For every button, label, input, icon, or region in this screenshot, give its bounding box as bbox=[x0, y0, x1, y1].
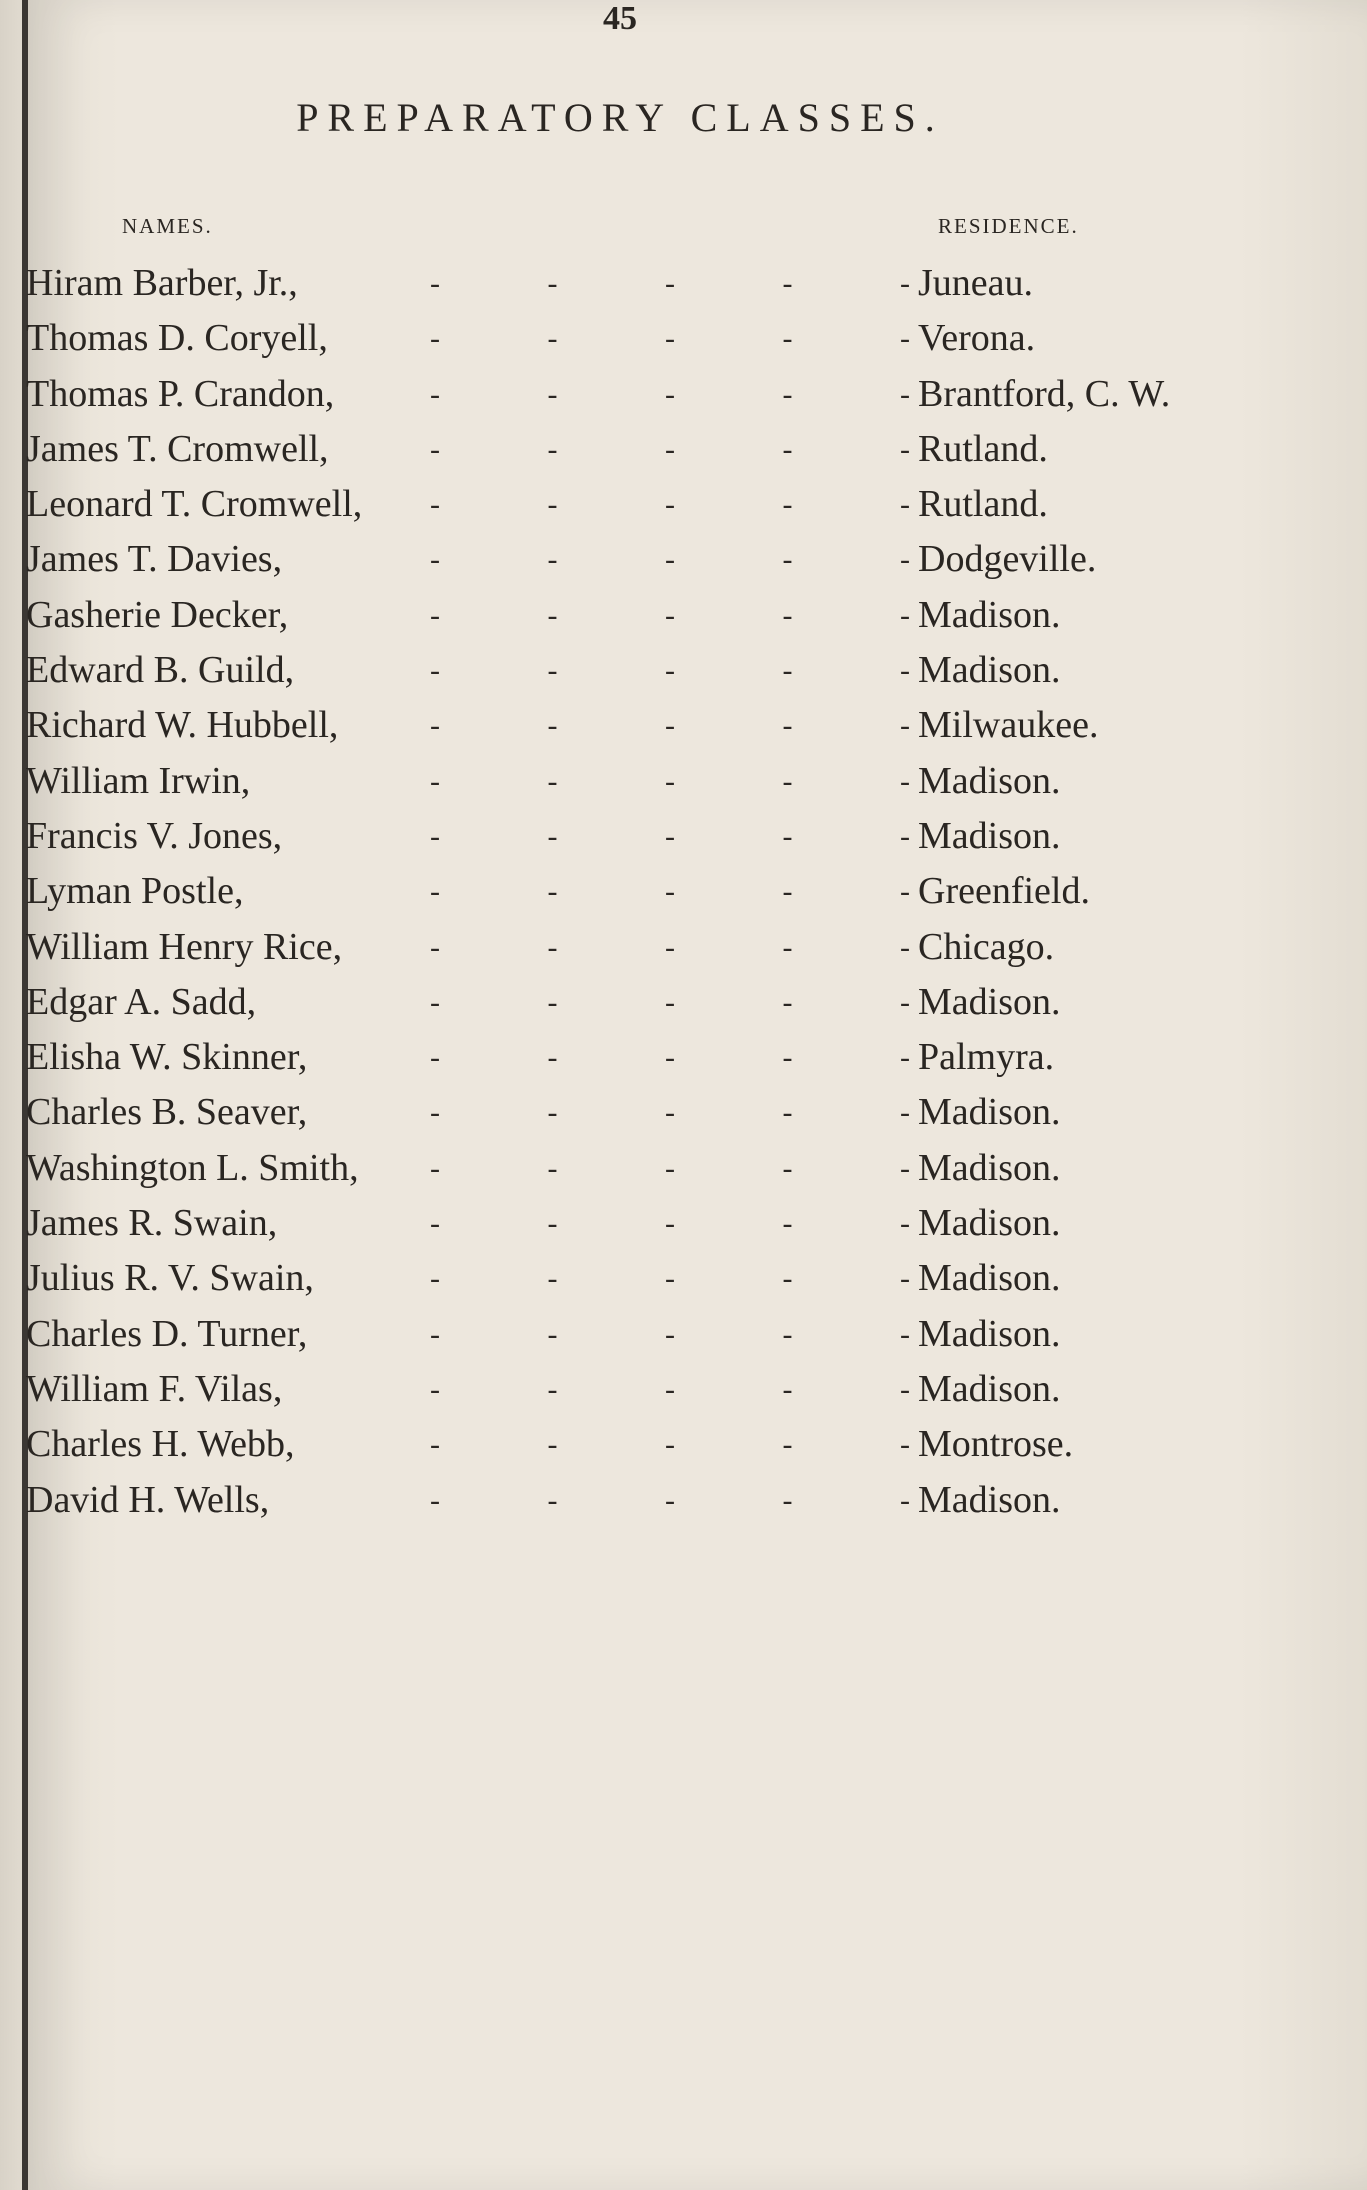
student-residence: Rutland. bbox=[918, 483, 1048, 526]
leader-dash: - bbox=[430, 1317, 440, 1351]
leader-dash: - bbox=[782, 930, 793, 964]
leader-dash: - bbox=[665, 598, 675, 632]
student-residence: Palmyra. bbox=[918, 1036, 1055, 1079]
dot-leaders bbox=[430, 643, 910, 698]
leader-dash: - bbox=[430, 488, 440, 522]
leader-dash: - bbox=[547, 654, 558, 688]
student-name: David H. Wells, bbox=[26, 1478, 270, 1521]
leader-dash: - bbox=[665, 432, 675, 466]
leader-dash: - bbox=[665, 985, 675, 1019]
dot-leaders bbox=[430, 422, 910, 477]
student-residence: Madison. bbox=[918, 1091, 1061, 1134]
leader-dash: - bbox=[782, 1041, 793, 1075]
dot-leaders bbox=[430, 1030, 910, 1085]
student-row bbox=[0, 643, 1367, 698]
dot-leaders bbox=[430, 311, 910, 366]
leader-dash: - bbox=[547, 1262, 558, 1296]
leader-dash: - bbox=[547, 543, 558, 577]
student-roster bbox=[0, 256, 1367, 1528]
student-residence: Madison. bbox=[918, 1312, 1061, 1355]
student-residence: Madison. bbox=[918, 814, 1061, 857]
student-residence: Dodgeville. bbox=[918, 538, 1097, 581]
leader-dash: - bbox=[665, 543, 675, 577]
student-name: Julius R. V. Swain, bbox=[26, 1257, 314, 1300]
leader-dash: - bbox=[430, 819, 440, 853]
leader-dash: - bbox=[782, 1372, 793, 1406]
student-row bbox=[0, 1141, 1367, 1196]
student-row bbox=[0, 256, 1367, 311]
leader-dash: - bbox=[430, 1041, 440, 1075]
leader-dash: - bbox=[782, 1483, 793, 1517]
leader-dash: - bbox=[665, 322, 675, 356]
leader-dash: - bbox=[547, 709, 558, 743]
student-name: Washington L. Smith, bbox=[26, 1146, 359, 1189]
student-residence: Madison. bbox=[918, 1478, 1061, 1521]
student-row bbox=[0, 1085, 1367, 1140]
student-row bbox=[0, 311, 1367, 366]
leader-dash: - bbox=[665, 1096, 675, 1130]
leader-dash: - bbox=[782, 819, 793, 853]
student-residence: Rutland. bbox=[918, 427, 1048, 470]
leader-dash: - bbox=[900, 654, 910, 688]
student-residence: Milwaukee. bbox=[918, 704, 1099, 747]
student-name: William Irwin, bbox=[26, 759, 251, 802]
student-row bbox=[0, 1362, 1367, 1417]
leader-dash: - bbox=[782, 709, 793, 743]
leader-dash: - bbox=[430, 1207, 440, 1241]
leader-dash: - bbox=[665, 377, 675, 411]
student-name: Richard W. Hubbell, bbox=[26, 704, 339, 747]
student-name: Edward B. Guild, bbox=[26, 649, 295, 692]
student-residence: Madison. bbox=[918, 593, 1061, 636]
student-row bbox=[0, 809, 1367, 864]
dot-leaders bbox=[430, 698, 910, 753]
leader-dash: - bbox=[430, 432, 440, 466]
student-row bbox=[0, 588, 1367, 643]
student-name: Charles B. Seaver, bbox=[26, 1091, 308, 1134]
leader-dash: - bbox=[900, 985, 910, 1019]
leader-dash: - bbox=[665, 267, 675, 300]
leader-dash: - bbox=[430, 764, 440, 798]
student-name: Elisha W. Skinner, bbox=[26, 1036, 308, 1079]
page-number: 45 bbox=[603, 0, 637, 37]
leader-dash: - bbox=[430, 598, 440, 632]
student-residence: Greenfield. bbox=[918, 870, 1090, 913]
leader-dash: - bbox=[900, 930, 910, 964]
student-row bbox=[0, 754, 1367, 809]
leader-dash: - bbox=[782, 1151, 793, 1185]
leader-dash: - bbox=[900, 432, 910, 466]
leader-dash: - bbox=[547, 875, 558, 909]
dot-leaders bbox=[430, 920, 910, 975]
leader-dash: - bbox=[430, 985, 440, 1019]
student-name: James R. Swain, bbox=[26, 1202, 278, 1245]
leader-dash: - bbox=[782, 488, 793, 522]
student-residence: Madison. bbox=[918, 759, 1061, 802]
leader-dash: - bbox=[547, 764, 558, 798]
leader-dash: - bbox=[900, 1483, 910, 1517]
student-residence: Juneau. bbox=[918, 262, 1034, 304]
leader-dash: - bbox=[430, 930, 440, 964]
dot-leaders bbox=[430, 864, 910, 919]
student-row bbox=[0, 532, 1367, 587]
leader-dash: - bbox=[900, 1372, 910, 1406]
leader-dash: - bbox=[900, 598, 910, 632]
leader-dash: - bbox=[782, 1428, 793, 1462]
leader-dash: - bbox=[430, 1151, 440, 1185]
dot-leaders bbox=[430, 1417, 910, 1472]
leader-dash: - bbox=[900, 1151, 910, 1185]
student-residence: Madison. bbox=[918, 980, 1061, 1023]
leader-dash: - bbox=[782, 267, 793, 300]
residence-column-header: RESIDENCE. bbox=[938, 214, 1079, 238]
student-name: Hiram Barber, Jr., bbox=[26, 262, 298, 304]
leader-dash: - bbox=[665, 1151, 675, 1185]
student-residence: Brantford, C. W. bbox=[918, 372, 1171, 415]
leader-dash: - bbox=[900, 267, 910, 300]
student-name: Edgar A. Sadd, bbox=[26, 980, 257, 1023]
dot-leaders bbox=[430, 1251, 910, 1306]
leader-dash: - bbox=[665, 654, 675, 688]
dot-leaders bbox=[430, 809, 910, 864]
leader-dash: - bbox=[665, 764, 675, 798]
leader-dash: - bbox=[900, 1262, 910, 1296]
student-row bbox=[0, 864, 1367, 919]
dot-leaders bbox=[430, 1085, 910, 1140]
leader-dash: - bbox=[547, 432, 558, 466]
leader-dash: - bbox=[782, 1317, 793, 1351]
student-row bbox=[0, 367, 1367, 422]
leader-dash: - bbox=[547, 1096, 558, 1130]
dot-leaders bbox=[430, 532, 910, 587]
leader-dash: - bbox=[665, 1262, 675, 1296]
leader-dash: - bbox=[547, 1207, 558, 1241]
names-column-header: NAMES. bbox=[122, 214, 213, 238]
leader-dash: - bbox=[900, 543, 910, 577]
student-residence: Verona. bbox=[918, 317, 1036, 360]
leader-dash: - bbox=[782, 1096, 793, 1130]
leader-dash: - bbox=[782, 432, 793, 466]
leader-dash: - bbox=[900, 1428, 910, 1462]
dot-leaders bbox=[430, 1196, 910, 1251]
student-name: Thomas P. Crandon, bbox=[26, 372, 335, 415]
student-name: Charles H. Webb, bbox=[26, 1423, 295, 1466]
dot-leaders bbox=[430, 754, 910, 809]
leader-dash: - bbox=[430, 267, 440, 300]
dot-leaders bbox=[430, 588, 910, 643]
student-name: Thomas D. Coryell, bbox=[26, 317, 328, 360]
leader-dash: - bbox=[547, 819, 558, 853]
leader-dash: - bbox=[547, 488, 558, 522]
leader-dash: - bbox=[900, 377, 910, 411]
leader-dash: - bbox=[547, 598, 558, 632]
leader-dash: - bbox=[900, 1041, 910, 1075]
leader-dash: - bbox=[900, 875, 910, 909]
leader-dash: - bbox=[430, 654, 440, 688]
student-row bbox=[0, 1307, 1367, 1362]
leader-dash: - bbox=[430, 1096, 440, 1130]
leader-dash: - bbox=[665, 1372, 675, 1406]
leader-dash: - bbox=[782, 322, 793, 356]
student-row bbox=[0, 1473, 1367, 1528]
leader-dash: - bbox=[782, 1262, 793, 1296]
leader-dash: - bbox=[430, 1372, 440, 1406]
page-title: PREPARATORY CLASSES. bbox=[296, 95, 944, 140]
leader-dash: - bbox=[430, 1428, 440, 1462]
dot-leaders bbox=[430, 477, 910, 532]
student-row bbox=[0, 477, 1367, 532]
leader-dash: - bbox=[782, 764, 793, 798]
dot-leaders bbox=[430, 367, 910, 422]
leader-dash: - bbox=[547, 1483, 558, 1517]
leader-dash: - bbox=[782, 377, 793, 411]
student-name: Leonard T. Cromwell, bbox=[26, 483, 363, 526]
leader-dash: - bbox=[782, 1207, 793, 1241]
student-name: William Henry Rice, bbox=[26, 925, 343, 968]
dot-leaders bbox=[430, 1307, 910, 1362]
student-row bbox=[0, 422, 1367, 477]
leader-dash: - bbox=[665, 875, 675, 909]
leader-dash: - bbox=[665, 1317, 675, 1351]
leader-dash: - bbox=[782, 654, 793, 688]
student-residence: Madison. bbox=[918, 1367, 1061, 1410]
leader-dash: - bbox=[547, 1041, 558, 1075]
student-name: William F. Vilas, bbox=[26, 1367, 283, 1410]
leader-dash: - bbox=[547, 1151, 558, 1185]
leader-dash: - bbox=[547, 1372, 558, 1406]
student-name: James T. Davies, bbox=[26, 538, 283, 581]
leader-dash: - bbox=[782, 598, 793, 632]
student-name: Lyman Postle, bbox=[26, 870, 244, 913]
leader-dash: - bbox=[547, 1428, 558, 1462]
leader-dash: - bbox=[547, 1317, 558, 1351]
leader-dash: - bbox=[665, 819, 675, 853]
leader-dash: - bbox=[665, 1207, 675, 1241]
leader-dash: - bbox=[900, 1096, 910, 1130]
leader-dash: - bbox=[547, 377, 558, 411]
leader-dash: - bbox=[430, 377, 440, 411]
leader-dash: - bbox=[665, 930, 675, 964]
leader-dash: - bbox=[665, 709, 675, 743]
student-residence: Madison. bbox=[918, 1202, 1061, 1245]
leader-dash: - bbox=[430, 1262, 440, 1296]
student-name: Francis V. Jones, bbox=[26, 814, 283, 857]
leader-dash: - bbox=[900, 488, 910, 522]
leader-dash: - bbox=[665, 1041, 675, 1075]
leader-dash: - bbox=[665, 1428, 675, 1462]
student-row bbox=[0, 1196, 1367, 1251]
leader-dash: - bbox=[782, 875, 793, 909]
student-residence: Madison. bbox=[918, 649, 1061, 692]
student-row bbox=[0, 698, 1367, 753]
student-row bbox=[0, 1417, 1367, 1472]
leader-dash: - bbox=[900, 1207, 910, 1241]
dot-leaders bbox=[430, 1362, 910, 1417]
student-row bbox=[0, 975, 1367, 1030]
leader-dash: - bbox=[900, 709, 910, 743]
leader-dash: - bbox=[900, 764, 910, 798]
leader-dash: - bbox=[430, 875, 440, 909]
dot-leaders bbox=[430, 256, 910, 311]
student-name: Charles D. Turner, bbox=[26, 1312, 308, 1355]
student-row bbox=[0, 1251, 1367, 1306]
leader-dash: - bbox=[430, 322, 440, 356]
student-residence: Madison. bbox=[918, 1146, 1061, 1189]
leader-dash: - bbox=[547, 930, 558, 964]
student-residence: Chicago. bbox=[918, 925, 1055, 968]
student-name: Gasherie Decker, bbox=[26, 593, 289, 636]
leader-dash: - bbox=[547, 267, 558, 300]
leader-dash: - bbox=[547, 985, 558, 1019]
leader-dash: - bbox=[665, 1483, 675, 1517]
leader-dash: - bbox=[665, 488, 675, 522]
student-residence: Madison. bbox=[918, 1257, 1061, 1300]
leader-dash: - bbox=[430, 1483, 440, 1517]
student-row bbox=[0, 1030, 1367, 1085]
student-residence: Montrose. bbox=[918, 1423, 1074, 1466]
leader-dash: - bbox=[900, 1317, 910, 1351]
leader-dash: - bbox=[900, 322, 910, 356]
leader-dash: - bbox=[782, 543, 793, 577]
dot-leaders bbox=[430, 975, 910, 1030]
student-row bbox=[0, 920, 1367, 975]
dot-leaders bbox=[430, 1473, 910, 1528]
leader-dash: - bbox=[430, 709, 440, 743]
dot-leaders bbox=[430, 1141, 910, 1196]
student-name: James T. Cromwell, bbox=[26, 427, 329, 470]
leader-dash: - bbox=[782, 985, 793, 1019]
leader-dash: - bbox=[430, 543, 440, 577]
leader-dash: - bbox=[900, 819, 910, 853]
leader-dash: - bbox=[547, 322, 558, 356]
